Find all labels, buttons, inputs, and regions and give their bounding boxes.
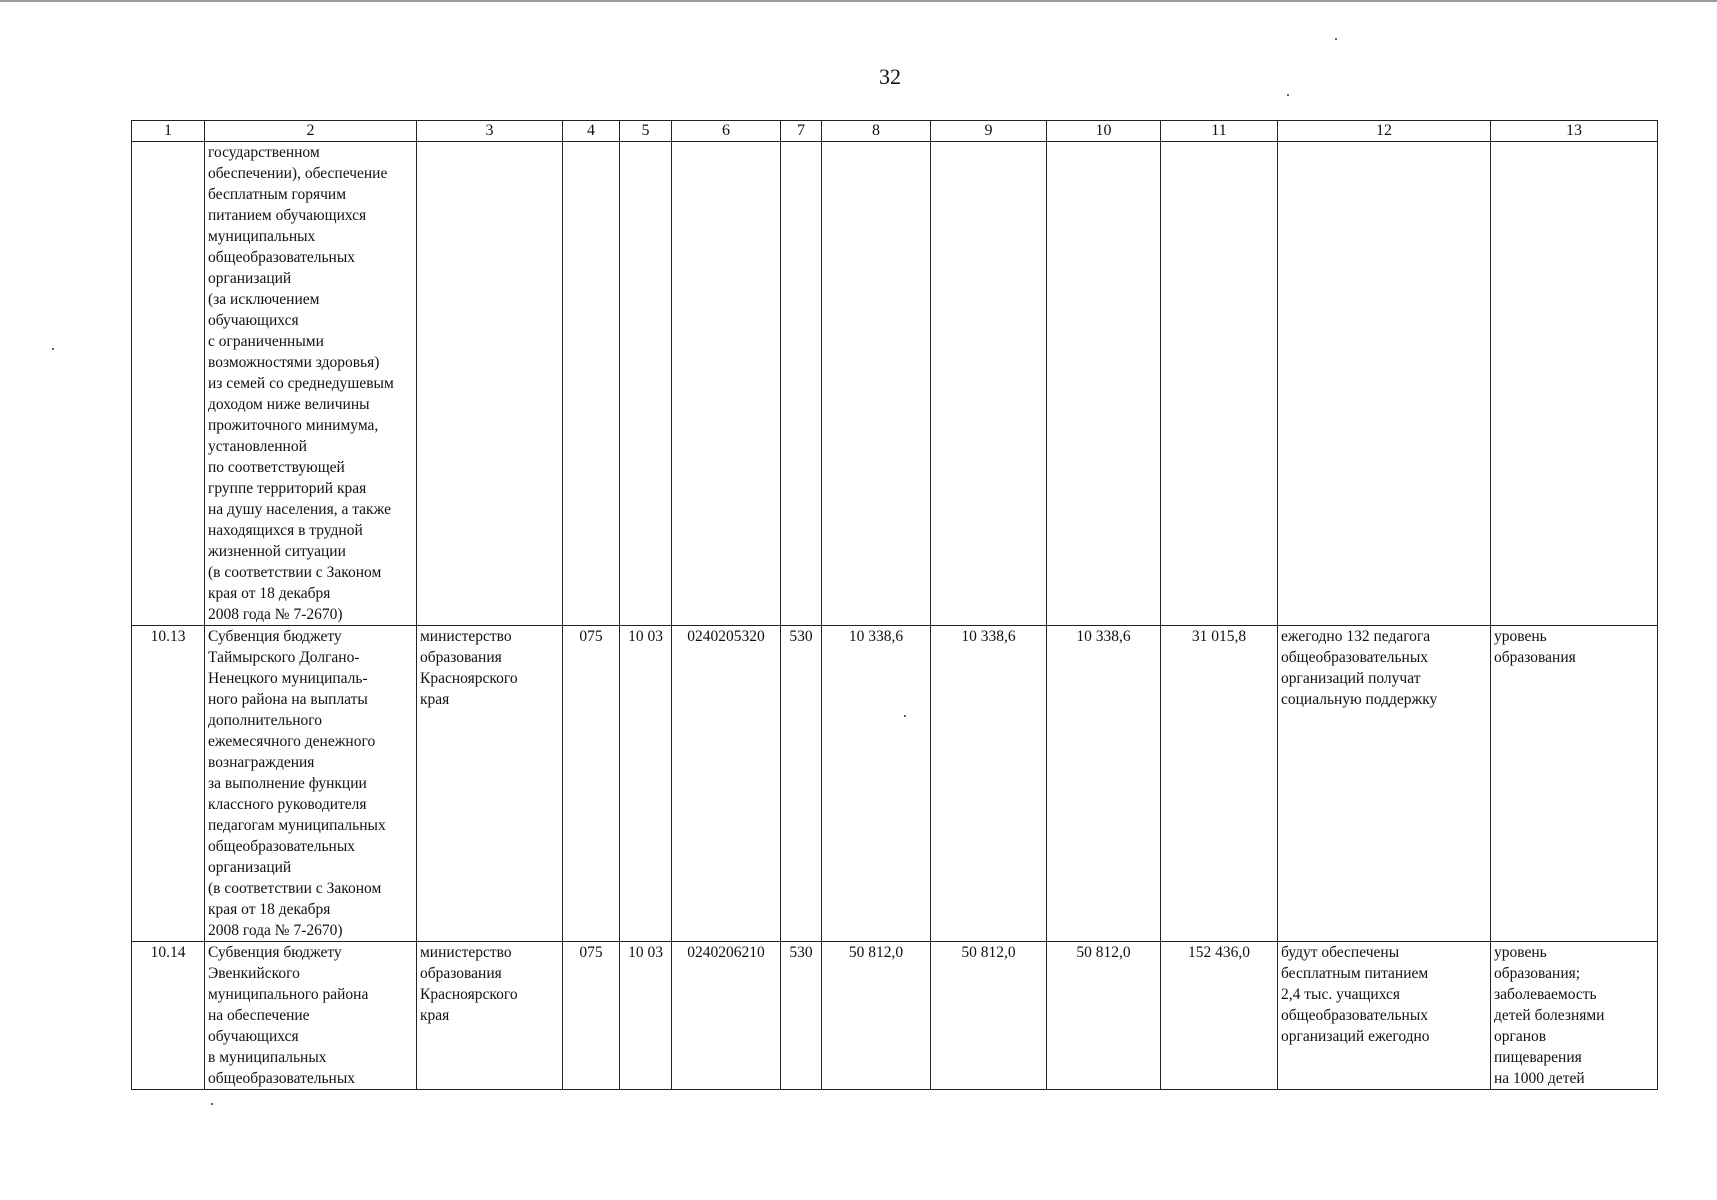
column-header: 5 (620, 121, 672, 142)
description-line: с ограниченными (208, 333, 324, 350)
expected-result-cell: будут обеспечены бесплатным питанием 2,4 тыс. учащихся общеобразовательных организаций ежегодно (1278, 942, 1491, 1090)
description-line: в муниципальных (208, 1049, 327, 1066)
description-line: Ненецкого муниципаль- (208, 670, 368, 687)
administrator-cell: министерство образования Красноярского края (417, 942, 563, 1090)
description-line: педагогам муниципальных (208, 817, 386, 834)
description-line: группе территорий края (208, 480, 367, 497)
description-line: обеспечении), обеспечение (208, 165, 388, 182)
description-line: муниципальных (208, 228, 316, 245)
amount-cell (822, 142, 931, 626)
description-line: по соответствующей (208, 459, 345, 476)
amount-cell: 50 812,0 (1047, 942, 1161, 1090)
column-header: 10 (1047, 121, 1161, 142)
column-header: 13 (1491, 121, 1658, 142)
scan-speck (1287, 94, 1289, 96)
total-amount-cell: 31 015,8 (1161, 626, 1278, 942)
scan-speck (211, 1103, 213, 1105)
row-number-cell (132, 142, 205, 626)
description-line: (за исключением (208, 291, 320, 308)
top-border-line (0, 0, 1717, 2)
amount-cell (1047, 142, 1161, 626)
description-line: доходом ниже величины (208, 396, 370, 413)
target-article-cell (672, 142, 781, 626)
description-line: прожиточного минимума, (208, 417, 379, 434)
description-line: Эвенкийского (208, 965, 300, 982)
description-line: Субвенция бюджету (208, 944, 342, 961)
total-amount-cell (1161, 142, 1278, 626)
description-line: ного района на выплаты (208, 691, 368, 708)
page-number: 32 (879, 64, 901, 89)
description-line: общеобразовательных (208, 1070, 356, 1087)
amount-cell: 10 338,6 (822, 626, 931, 942)
description-line: возможностями здоровья) (208, 354, 380, 371)
expense-type-cell: 530 (781, 626, 822, 942)
expected-result-cell (1278, 142, 1491, 626)
description-line: из семей со среднедушевым (208, 375, 394, 392)
expense-type-cell: 530 (781, 942, 822, 1090)
amount-cell: 10 338,6 (931, 626, 1047, 942)
scan-speck (52, 348, 54, 350)
description-line: (в соответствии с Законом (208, 564, 382, 581)
program-measures-table (131, 120, 1658, 1090)
description-cell (205, 142, 417, 626)
column-header: 3 (417, 121, 563, 142)
section-code-cell: 10 03 (620, 942, 672, 1090)
description-line: Субвенция бюджету (208, 628, 342, 645)
description-line: установленной (208, 438, 307, 455)
description-line: государственном (208, 144, 320, 161)
table-row (132, 626, 1658, 942)
description-line: ежемесячного денежного (208, 733, 376, 750)
description-line: вознаграждения (208, 754, 315, 771)
administrator-cell (417, 142, 563, 626)
amount-cell: 10 338,6 (1047, 626, 1161, 942)
description-line: (в соответствии с Законом (208, 880, 382, 897)
column-header: 1 (132, 121, 205, 142)
description-cell (205, 942, 417, 1090)
description-line: на обеспечение (208, 1007, 310, 1024)
column-header: 11 (1161, 121, 1278, 142)
description-line: обучающихся (208, 1028, 299, 1045)
column-header: 2 (205, 121, 417, 142)
description-line: 2008 года № 7-2670) (208, 922, 343, 939)
section-code-cell: 10 03 (620, 626, 672, 942)
total-amount-cell: 152 436,0 (1161, 942, 1278, 1090)
administrator-cell: министерство образования Красноярского края (417, 626, 563, 942)
description-line: края от 18 декабря (208, 901, 331, 918)
description-line: края от 18 декабря (208, 585, 331, 602)
description-line: классного руководителя (208, 796, 367, 813)
expense-type-cell (781, 142, 822, 626)
section-code-cell (620, 142, 672, 626)
description-line: за выполнение функции (208, 775, 367, 792)
description-line: 2008 года № 7-2670) (208, 606, 343, 623)
description-line: питанием обучающихся (208, 207, 367, 224)
column-header: 6 (672, 121, 781, 142)
description-line: общеобразовательных (208, 249, 356, 266)
description-line: общеобразовательных (208, 838, 356, 855)
description-line: находящихся в трудной (208, 522, 363, 539)
amount-cell: 50 812,0 (822, 942, 931, 1090)
indicator-cell: уровень образования; заболеваемость детей болезнями органов пищеварения на 1000 детей (1491, 942, 1658, 1090)
amount-cell (931, 142, 1047, 626)
description-line: дополнительного (208, 712, 323, 729)
column-header: 4 (563, 121, 620, 142)
indicator-cell: уровень образования (1491, 626, 1658, 942)
description-line: Таймырского Долгано- (208, 649, 360, 666)
description-line: организаций (208, 859, 292, 876)
gpbs-code-cell: 075 (563, 942, 620, 1090)
row-number-cell: 10.14 (132, 942, 205, 1090)
description-line: организаций (208, 270, 292, 287)
table-row (132, 142, 1658, 626)
amount-cell: 50 812,0 (931, 942, 1047, 1090)
description-line: бесплатным горячим (208, 186, 347, 203)
target-article-cell: 0240206210 (672, 942, 781, 1090)
header-row (132, 121, 1658, 142)
description-line: муниципального района (208, 986, 369, 1003)
target-article-cell: 0240205320 (672, 626, 781, 942)
row-number-cell: 10.13 (132, 626, 205, 942)
gpbs-code-cell (563, 142, 620, 626)
description-cell (205, 626, 417, 942)
description-line: жизненной ситуации (208, 543, 346, 560)
column-header: 8 (822, 121, 931, 142)
indicator-cell (1491, 142, 1658, 626)
description-line: на душу населения, а также (208, 501, 391, 518)
scan-speck (1335, 38, 1337, 40)
column-header: 12 (1278, 121, 1491, 142)
column-header: 7 (781, 121, 822, 142)
expected-result-cell: ежегодно 132 педагога общеобразовательных организаций получат социальную поддержку (1278, 626, 1491, 942)
column-header: 9 (931, 121, 1047, 142)
description-line: обучающихся (208, 312, 299, 329)
table-row (132, 942, 1658, 1090)
gpbs-code-cell: 075 (563, 626, 620, 942)
